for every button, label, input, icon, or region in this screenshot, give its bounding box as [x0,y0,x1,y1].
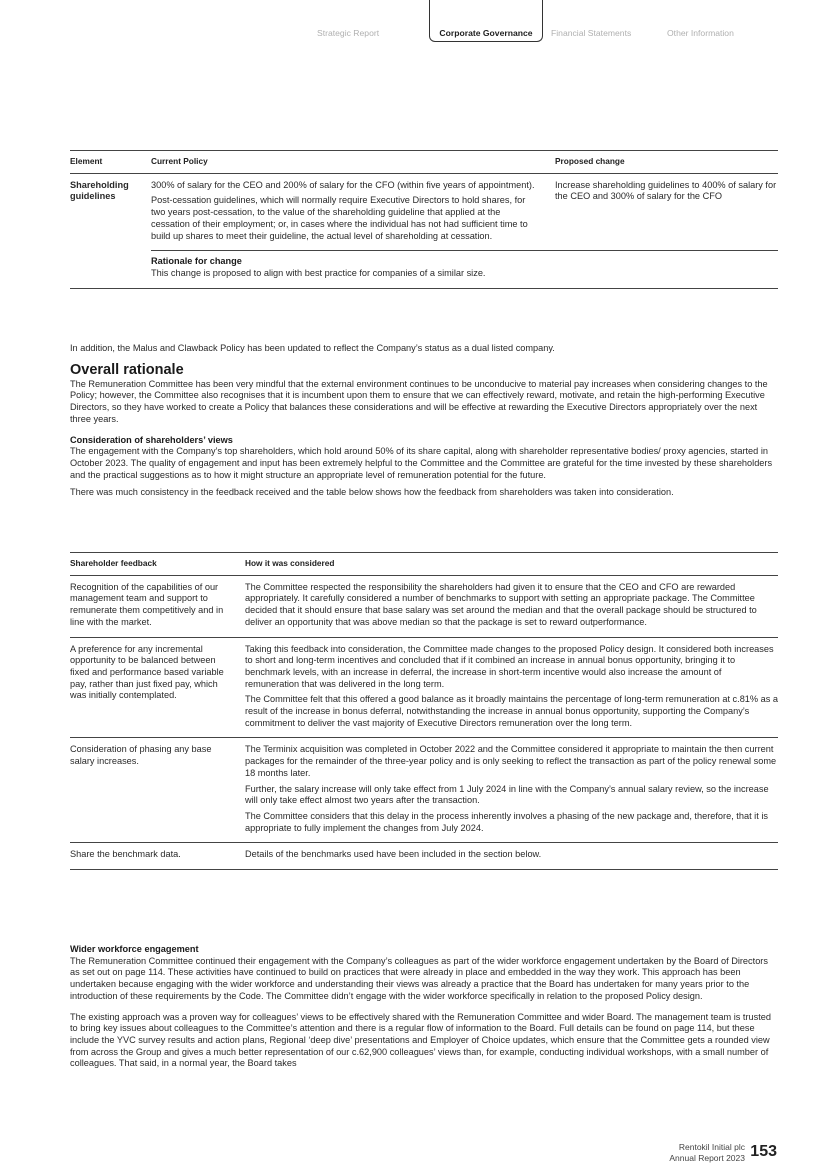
feedback-text: Consideration of phasing any base salary increases. [70,744,212,767]
considered-cell [245,738,778,843]
table-row [70,173,778,251]
considered-text: The Committee felt that this offered a good balance as it broadly maintains the percentage of long-term remuneration at c.81% as a result of the increase in bonus deferral, notwithstanding the increase in annual bonus opportunity, supporting the Company’s commitment to deliver the vast majority of Executive Directors remuneration over the long term. [245,694,779,728]
shareholders-paragraph: The engagement with the Company’s top shareholders, which hold around 50% of its share capital, along with shareholder representative bodies/ proxy agencies, started in October 2023. The quality of engagement and input has been extremely helpful to the Committee and the Committee are grateful for the time invested by these shareholders and the practical suggestions as to how it might structure an appropriate level of remuneration potential for the future. [70,446,773,480]
considered-text: Details of the benchmarks used have been included in the section below. [245,849,542,860]
overall-rationale-paragraph: The Remuneration Committee has been very mindful that the external environment continues to be unconducive to material pay increases when considering changes to the Policy; however, the Committee also recognises that it is incumbent upon them to ensure that we can effectively reward, motivate, and retain the high-performing Executive Directors, so they have worked to create a Policy that balances these considerations and will be effective at rewarding the Executive Directors appropriately over the next three years. [70,378,768,424]
footer-company: Rentokil Initial plc [678,1142,745,1152]
header-current-policy: Current Policy [151,156,208,166]
footer-report: Annual Report 2023 [669,1152,745,1163]
policy-section [70,150,778,289]
shareholders-heading: Consideration of shareholders’ views [70,434,233,445]
header-element: Element [70,156,103,166]
feedback-section [70,552,778,870]
malus-section [70,343,778,355]
feedback-text: Recognition of the capabilities of our management team and support to remunerate them competitively and in line with the market. [70,581,224,627]
nav-corporate-governance[interactable] [429,0,543,42]
overall-rationale-heading: Overall rationale [70,362,184,378]
policy-table-header [70,151,778,174]
policy-table [70,150,778,289]
table-row [70,738,778,843]
workforce-section [70,944,778,1070]
feedback-text: A preference for any incremental opportunity to be balanced between fixed and performance based variable pay, rather than just fixed pay, which was initially contemplated. [70,643,224,701]
rationale-title: Rationale for change [151,256,242,267]
considered-cell [245,637,778,738]
header-proposed-change: Proposed change [555,156,625,166]
nav-financial-statements[interactable]: Financial Statements [551,28,632,38]
header-shareholder-feedback: Shareholder feedback [70,558,157,568]
current-policy-text: 300% of salary for the CEO and 200% of salary for the CFO (within five years of appointment). [151,179,535,190]
table-row [70,575,778,637]
footer-publication [669,1142,745,1163]
feedback-table-header [70,553,778,576]
current-policy-text: Post-cessation guidelines, which will normally require Executive Directors to hold shares, for two years post-cessation, to the value of the shareholding guideline that applied at the cessation of their employment; or, in cases where the individual has not had sufficient time to build up shares to meet their guideline, the actual level of shareholding at cessation. [151,195,528,241]
shareholders-paragraph: There was much consistency in the feedback received and the table below shows how the feedback from shareholders was taken into consideration. [70,487,674,498]
element-name: Shareholding guidelines [70,179,129,202]
header-how-considered: How it was considered [245,558,335,568]
table-row [70,637,778,738]
feedback-table [70,552,778,870]
rationale-row [70,251,778,288]
considered-text: The Committee considers that this delay in the process inherently involves a phasing of the new package and, therefore, that it is appropriate to fully implement the changes from July 2024. [245,810,768,833]
rationale-text: This change is proposed to align with best practice for companies of a similar size. [151,267,486,278]
overall-rationale-section [70,362,778,499]
rationale-cell [151,251,778,288]
current-policy-cell [151,173,555,251]
considered-text: Further, the salary increase will only take effect from 1 July 2024 in line with the Company’s annual salary review, so the increase will only take effect almost two years after the transaction. [245,783,769,806]
table-row [70,843,778,870]
workforce-paragraph: The Remuneration Committee continued their engagement with the Company’s colleagues as part of the wider workforce engagement undertaken by the Board of Directors as set out on page 114. These activities have continued to build on practices that were already in place and embedded in the way they work. This approach has been undertaken because engaging with the wider workforce and understanding their views was already a practice that the Board has undertaken for many years prior to the introduction of these requirements by the Code. The Committee didn’t engage with the wider workforce specifically in relation to the proposed Policy design. [70,955,768,1001]
malus-paragraph: In addition, the Malus and Clawback Policy has been updated to reflect the Company’s status as a dual listed company. [70,343,555,353]
workforce-heading: Wider workforce engagement [70,944,199,954]
feedback-text: Share the benchmark data. [70,849,181,860]
proposed-change-text: Increase shareholding guidelines to 400% of salary for the CEO and 300% of salary for the CFO [555,179,777,202]
nav-corporate-governance-label: Corporate Governance [439,28,533,38]
considered-text: The Committee respected the responsibility the shareholders had given it to ensure that the CEO and CFO are rewarded appropriately. It carefully considered a number of benchmarks to support with setting an appropriate package. The Committee decided that it should ensure that base salary was set around the median and that the overall package should be structured to deliver an opportunity that was above median so that the package is set to reward outperformance. [245,581,757,627]
considered-cell [245,843,778,870]
nav-other-information[interactable]: Other Information [667,28,734,38]
workforce-paragraph: The existing approach was a proven way for colleagues’ views to be effectively shared with the Remuneration Committee and wider Board. The management team is trusted to bring key issues about colleagues to the Committee’s attention and there is a regular flow of information to the Board. Full details can be found on page 114, but these include the YVC survey results and action plans, Regional ‘deep dive’ presentations and Employer of Choice updates, which ensure that the Committee gets a rounded view from across the Group and gives a much better representation of our c.62,900 colleagues’ views than, for example, conducting individual workshops, with a small number of colleagues. That said, in a normal year, the Board takes [70,1011,771,1069]
nav-strategic-report[interactable]: Strategic Report [317,28,380,38]
section-nav [0,0,825,46]
considered-text: Taking this feedback into consideration, the Committee made changes to the proposed Policy design. It considered both increases to short and long-term incentives and concluded that if it combined an increase in annual bonus opportunity, bringing it to benchmark levels, with an increase in deferral, the increase in short-term incentive would also increase the amount of remuneration that was delivered in the long term. [245,643,774,689]
considered-cell [245,575,778,637]
page-number: 153 [750,1143,777,1160]
considered-text: The Terminix acquisition was completed in October 2022 and the Committee considered it appropriate to maintain the then current packages for the remainder of the three-year policy and is only seeking to reflect the transaction as part of the policy renewal some 18 months later. [245,744,777,778]
